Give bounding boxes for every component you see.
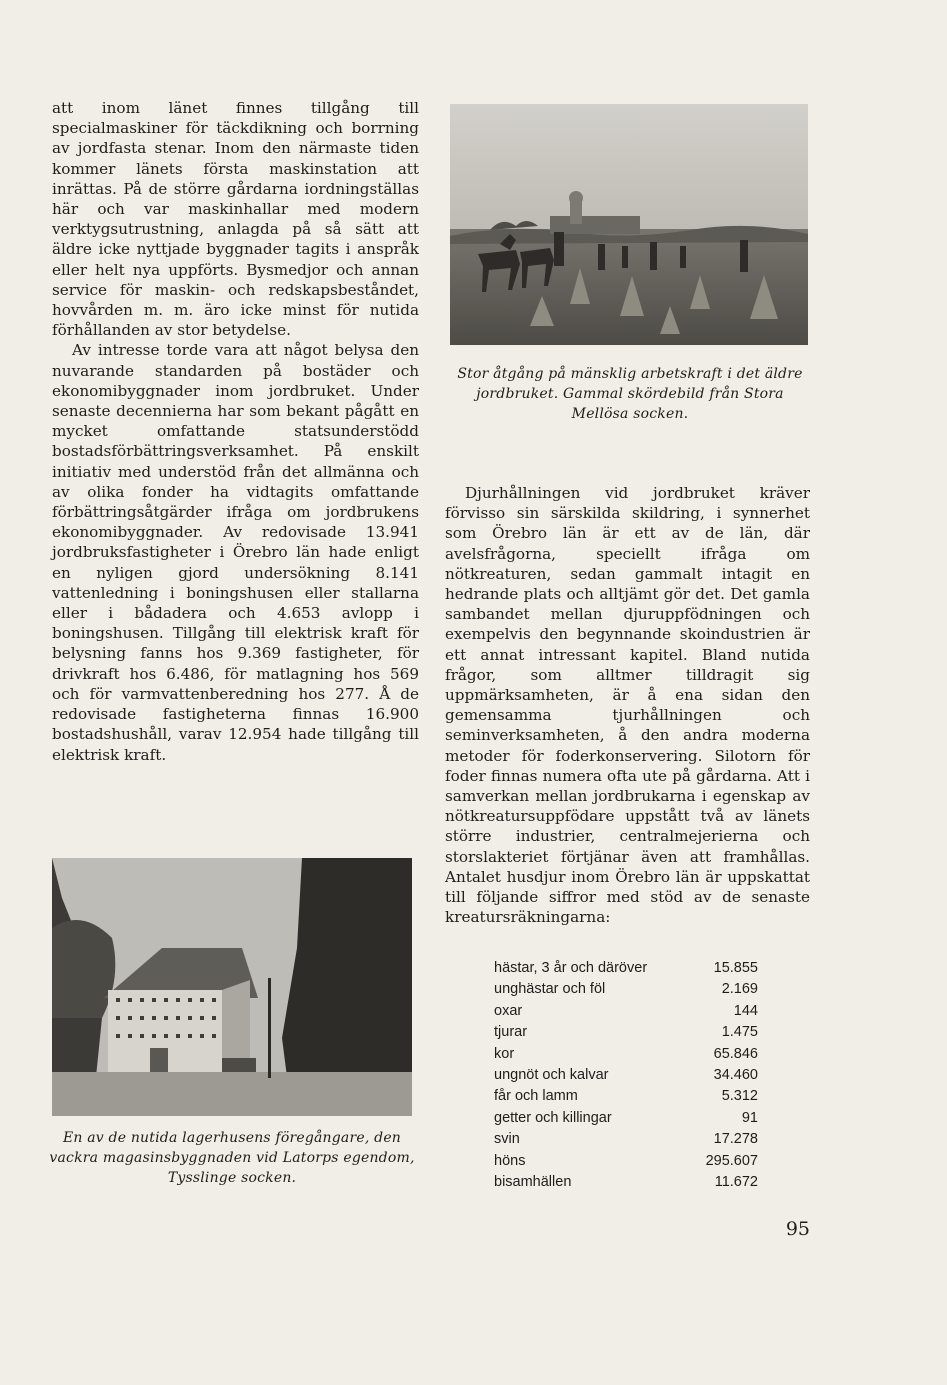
livestock-value: 15.855 (713, 960, 758, 976)
right-paragraph: Djurhållningen vid jordbruket kräver förvisso sin särskilda skildring, i synnerhet som Örebro län är ett av de län, där avelsfrågorna, speciellt ifråga om nötkreaturen, sedan gammalt intagit en hedrande plats och alltjämt gör det. Det gamla sambandet mellan djuruppfödningen och exempelvis den begynnande skoindustrien är ett annat intressant kapitel. Bland nutida frågor, som alltmer tilldragit sig uppmärksamheten, är å ena sidan den gemensamma tjurhållningen och seminverksamheten, å den andra moderna metoder för foderkonservering. Silotorn för foder finnas numera ofta ute på gårdarna. Att i samverkan mellan jordbrukarna i egenskap av nötkreatursuppfödare uppstått två av länets större industrier, centralmejerierna och storslakteriet förtjänar även att framhållas. Antalet husdjur inom Örebro län är uppskattat till följande siffror med stöd av de senaste kreatursräkningarna: (445, 484, 810, 927)
barn-photo (52, 858, 412, 1116)
livestock-name: bisamhällen (494, 1173, 572, 1190)
livestock-value: 295.607 (705, 1152, 758, 1169)
livestock-value: 34.460 (713, 1066, 758, 1083)
table-row (494, 1172, 758, 1193)
livestock-value: 17.278 (713, 1131, 758, 1148)
harvest-caption: Stor åtgång på mänsklig arbetskraft i det äldre jordbruket. Gammal skördebild från Stora Mellösa socken. (457, 366, 803, 422)
livestock-name: unghästar och föl (494, 981, 606, 998)
table-row (494, 1151, 758, 1172)
livestock-name: ungnöt och kalvar (494, 1066, 609, 1083)
livestock-value: 5.312 (721, 1088, 758, 1105)
livestock-name: höns (494, 1152, 526, 1169)
table-row (494, 1129, 758, 1150)
livestock-value: 65.846 (713, 1045, 758, 1062)
livestock-name: getter och killingar (494, 1109, 612, 1126)
table-row (494, 1022, 758, 1043)
livestock-name: hästar, 3 år och däröver (494, 960, 648, 976)
livestock-name: oxar (494, 1002, 523, 1019)
livestock-table (494, 958, 758, 1193)
livestock-name: svin (494, 1131, 520, 1148)
table-row (494, 1001, 758, 1022)
page-number: 95 (785, 1218, 810, 1240)
table-row (494, 1044, 758, 1065)
table-row (494, 1108, 758, 1129)
livestock-value: 2.169 (721, 981, 758, 998)
livestock-value: 144 (733, 1002, 758, 1019)
livestock-value: 1.475 (721, 1024, 758, 1041)
table-row (494, 979, 758, 1000)
harvest-photo (450, 104, 808, 345)
left-paragraph-2: Av intresse torde vara att något belysa den nuvarande standarden på bostäder och ekonomibyggnader inom jordbruket. Under senaste decennierna har som bekant pågått en mycket omfattande statsunderstödd bostadsförbättringsverksamhet. På enskilt initiativ med understöd från det allmänna och av olika fonder ha vidtagits omfattande förbättringsåtgärder ifråga om jordbrukens ekonomibyggnader. Av redovisade 13.941 jordbruksfastigheter i Örebro län hade enligt en nyligen gjord undersökning 8.141 vattenledning i boningshusen eller stallarna eller i bådadera och 4.653 avlopp i boningshusen. Tillgång till elektrisk kraft för belysning fanns hos 9.369 fastigheter, för drivkraft hos 6.486, för matlagning hos 569 och för varmvattenberedning hos 277. Å de redovisade fastigheterna finnas 16.900 bostadshushåll, varav 12.954 hade tillgång till elektrisk kraft. (52, 341, 419, 764)
livestock-name: får och lamm (494, 1088, 578, 1105)
livestock-value: 91 (741, 1109, 758, 1126)
harvest-photo-illustration (450, 104, 808, 345)
livestock-name: kor (494, 1045, 515, 1062)
right-column (445, 483, 810, 927)
barn-caption: En av de nutida lagerhusens föregångare, den vackra magasinsbyggnaden vid Latorps egendom, Tysslinge socken. (49, 1130, 415, 1186)
left-paragraph-1: att inom länet finnes tillgång till specialmaskiner för täckdikning och borrning av jordfasta stenar. Inom den närmaste tiden kommer länets första maskinstation att inrättas. På de större gårdarna iordningställas här och var maskinhallar med modern verktygsutrustning, anlagda på så sätt att äldre icke nyttjade byggnader tagits i anspråk eller helt nya uppförts. Bysmedjor och annan service för maskin- och redskapsbeståndet, hovvården m. m. äro icke minst för nutida förhållanden av stor betydelse. (52, 99, 419, 340)
table-row (494, 1086, 758, 1107)
table-row (494, 1065, 758, 1086)
livestock-value: 11.672 (714, 1173, 758, 1190)
barn-photo-illustration (52, 858, 412, 1116)
livestock-name: tjurar (494, 1024, 528, 1041)
left-column (52, 98, 419, 765)
table-row (494, 958, 758, 979)
